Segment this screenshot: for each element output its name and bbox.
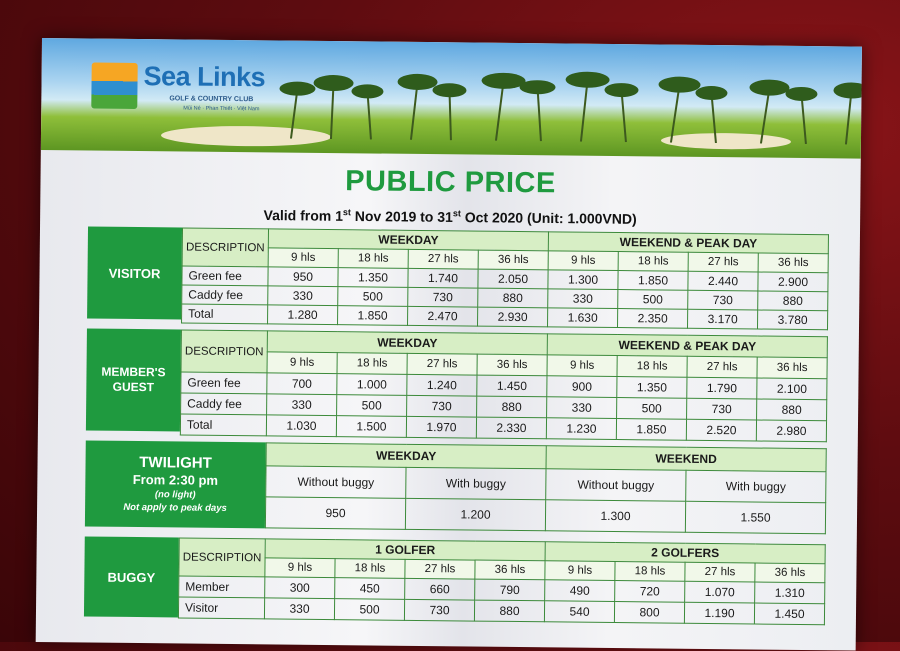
price-cell: 1.190 (684, 602, 754, 624)
holes-header: 36 hls (755, 563, 825, 583)
price-cell: 1.200 (405, 498, 545, 530)
price-cell: 880 (477, 396, 547, 418)
holes-header: 36 hls (475, 560, 545, 580)
price-cell: 730 (404, 599, 474, 621)
price-cell: 300 (265, 577, 335, 599)
price-cell: 880 (758, 291, 828, 311)
price-cell: 1.310 (755, 582, 825, 604)
price-cell: 1.230 (546, 418, 616, 440)
holes-header: 18 hls (335, 559, 405, 579)
price-cell: 2.100 (757, 378, 827, 400)
price-cell: 1.000 (337, 374, 407, 396)
holes-header: 9 hls (268, 248, 338, 268)
price-cell: 1.300 (545, 500, 685, 532)
weekday-header: WEEKDAY (266, 443, 546, 469)
price-cell: 1.850 (618, 271, 688, 291)
logo-brand: Sea Links (143, 61, 266, 93)
price-cell: 950 (265, 497, 405, 529)
price-sheet (36, 38, 862, 651)
buggy-label: BUGGY (84, 536, 179, 617)
price-cell: 1.970 (406, 416, 476, 438)
price-cell: 3.170 (688, 309, 758, 329)
price-cell: 950 (268, 267, 338, 287)
description-header: DESCRIPTION (182, 228, 268, 267)
members-guest-label: MEMBER'S GUEST (86, 328, 181, 431)
price-cell: 790 (475, 579, 545, 601)
price-cell: 2.930 (478, 307, 548, 327)
price-cell: 500 (618, 290, 688, 310)
price-cell: 730 (688, 290, 758, 310)
price-cell: 730 (408, 287, 478, 307)
holes-header: 27 hls (685, 562, 755, 582)
weekend-header: WEEKEND (546, 446, 826, 472)
holes-header: 27 hls (687, 356, 757, 378)
twilight-label: TWILIGHT From 2:30 pm (no light) Not apply to peak days (85, 440, 266, 528)
members-guest-section (86, 328, 827, 438)
price-cell: 1.300 (548, 270, 618, 290)
price-cell: 2.050 (478, 269, 548, 289)
price-cell: 1.500 (336, 416, 406, 438)
price-cell: 2.470 (408, 306, 478, 326)
buggy-price-table (178, 537, 826, 625)
header-banner (41, 38, 862, 159)
holes-header: 18 hls (337, 353, 407, 375)
price-cell: 880 (474, 600, 544, 622)
price-cell: 1.070 (685, 581, 755, 603)
price-cell: 330 (547, 397, 617, 419)
logo-subtitle: GOLF & COUNTRY CLUB (169, 95, 254, 104)
description-header: DESCRIPTION (181, 330, 267, 373)
price-cell: 880 (478, 288, 548, 308)
buggy-option-header: Without buggy (546, 469, 686, 501)
price-cell: 540 (544, 601, 614, 623)
price-cell: 1.350 (338, 268, 408, 288)
holes-header: 36 hls (757, 357, 827, 379)
holes-header: 27 hls (405, 559, 475, 579)
logo-location: Mũi Né · Phan Thiết · Việt Nam (183, 105, 260, 113)
holes-header: 9 hls (545, 561, 615, 581)
one-golfer-header: 1 GOLFER (265, 539, 545, 561)
buggy-option-header: With buggy (686, 470, 826, 502)
price-cell: 900 (547, 376, 617, 398)
price-cell: 450 (335, 578, 405, 600)
price-cell: 2.440 (688, 271, 758, 291)
row-label: Member (179, 576, 265, 598)
buggy-option-header: Without buggy (266, 466, 406, 498)
holes-header: 9 hls (547, 355, 617, 377)
price-cell: 660 (405, 578, 475, 600)
row-label: Caddy fee (181, 393, 267, 415)
sea-links-logo (91, 61, 282, 125)
holes-header: 9 hls (267, 352, 337, 374)
row-label: Green fee (181, 372, 267, 394)
holes-header: 36 hls (478, 250, 548, 270)
price-cell: 330 (264, 598, 334, 620)
row-label: Total (182, 304, 268, 324)
price-cell: 1.850 (616, 419, 686, 441)
members-guest-price-table (180, 329, 828, 442)
price-cell: 2.900 (758, 272, 828, 292)
validity-line: Valid from 1st Nov 2019 to 31st Oct 2020 (Unit: 1.000VND) (263, 206, 637, 227)
visitor-price-table (181, 227, 829, 330)
price-cell: 1.240 (407, 374, 477, 396)
row-label: Visitor (178, 597, 264, 619)
holes-header: 18 hls (617, 356, 687, 378)
price-cell: 330 (268, 286, 338, 306)
holes-header: 36 hls (477, 354, 547, 376)
price-cell: 1.350 (617, 377, 687, 399)
price-cell: 2.350 (618, 309, 688, 329)
holes-header: 9 hls (548, 251, 618, 271)
row-label: Total (180, 414, 266, 436)
holes-header: 27 hls (688, 252, 758, 272)
twilight-section (85, 440, 826, 534)
holes-header: 27 hls (407, 353, 477, 375)
price-cell: 1.450 (754, 603, 824, 625)
price-cell: 500 (338, 287, 408, 307)
price-cell: 330 (267, 394, 337, 416)
price-cell: 1.630 (548, 308, 618, 328)
table-row (265, 497, 825, 534)
buggy-section (84, 536, 825, 624)
buggy-option-header: With buggy (406, 467, 546, 499)
price-cell: 3.780 (758, 310, 828, 330)
price-cell: 1.740 (408, 268, 478, 288)
page-title: PUBLIC PRICE (345, 165, 556, 200)
logo-mark-icon (91, 63, 137, 109)
price-cell: 1.450 (477, 375, 547, 397)
price-cell: 1.550 (685, 501, 825, 533)
price-cell: 1.280 (268, 305, 338, 325)
price-cell: 1.850 (338, 306, 408, 326)
price-cell: 720 (615, 581, 685, 603)
price-cell: 800 (614, 602, 684, 624)
price-cell: 2.980 (756, 420, 826, 442)
price-cell: 500 (334, 599, 404, 621)
weekend-header: WEEKEND & PEAK DAY (547, 334, 827, 358)
weekday-header: WEEKDAY (267, 331, 547, 355)
holes-header: 18 hls (618, 252, 688, 272)
row-label: Green fee (182, 266, 268, 286)
price-cell: 500 (617, 398, 687, 420)
weekday-header: WEEKDAY (268, 229, 548, 251)
weekend-header: WEEKEND & PEAK DAY (548, 232, 828, 254)
row-label: Caddy fee (182, 285, 268, 305)
price-cell: 500 (337, 395, 407, 417)
price-cell: 730 (687, 398, 757, 420)
price-cell: 330 (548, 289, 618, 309)
holes-header: 18 hls (338, 249, 408, 269)
price-cell: 730 (407, 395, 477, 417)
holes-header: 9 hls (265, 558, 335, 578)
two-golfers-header: 2 GOLFERS (545, 542, 825, 564)
price-cell: 1.030 (266, 415, 336, 437)
visitor-section (87, 226, 828, 326)
price-cell: 700 (267, 373, 337, 395)
description-header: DESCRIPTION (179, 538, 265, 577)
price-cell: 2.520 (686, 419, 756, 441)
price-cell: 1.790 (687, 377, 757, 399)
holes-header: 36 hls (758, 253, 828, 273)
price-cell: 2.330 (476, 417, 546, 439)
visitor-label: VISITOR (87, 226, 182, 319)
holes-header: 18 hls (615, 562, 685, 582)
price-cell: 880 (757, 399, 827, 421)
price-cell: 490 (545, 580, 615, 602)
twilight-price-table (265, 442, 827, 534)
holes-header: 27 hls (408, 249, 478, 269)
